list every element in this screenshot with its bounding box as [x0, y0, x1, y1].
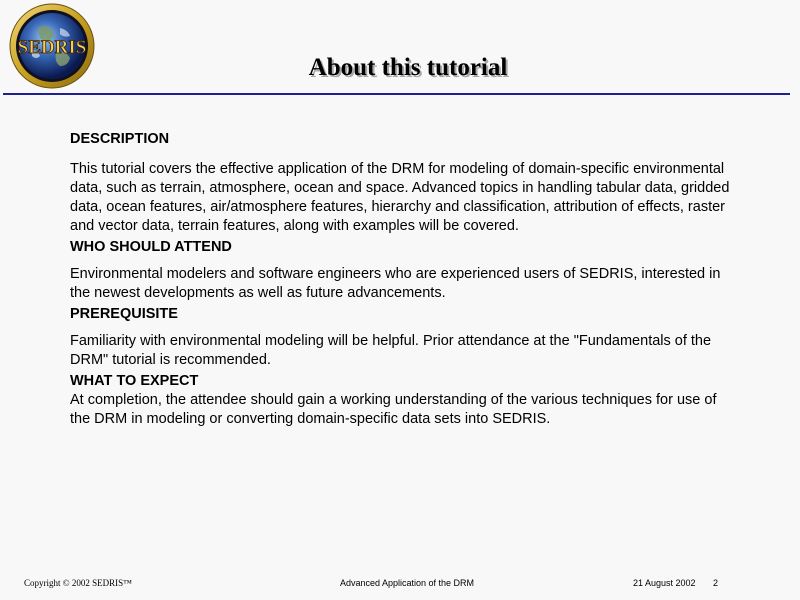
section-body-prerequisite: Familiarity with environmental modeling will be helpful. Prior attendance at the "Fundamentals of the DRM" tutorial is recommended. — [70, 333, 712, 368]
title-divider — [3, 93, 790, 95]
section-body-what-to-expect: At completion, the attendee should gain a working understanding of the various techniques for use of the DRM in modeling or converting domain-specific data sets into SEDRIS. — [70, 392, 717, 427]
footer-presentation-title: Advanced Application of the DRM — [339, 578, 475, 588]
footer-page-number: 2 — [713, 578, 719, 588]
section-body-description: This tutorial covers the effective application of the DRM for modeling of domain-specific environmental data, such as terrain, atmosphere, ocean and space. Advanced topics in handling tabular data, gridded data, ocean features, air/atmosphere features, hierarchy and classification, attribution of effects, raster and vector data, terrain features, along with examples will be covered. — [70, 161, 730, 234]
content-area — [70, 130, 730, 429]
section-heading-what-to-expect: WHAT TO EXPECT — [70, 373, 199, 389]
section-heading-who-should-attend: WHO SHOULD ATTEND — [70, 239, 232, 255]
slide-title: About this tutorial — [308, 54, 508, 81]
footer-copyright: Copyright © 2002 SEDRIS™ — [24, 578, 132, 588]
svg-text:SEDRIS: SEDRIS — [17, 37, 87, 58]
footer-date: 21 August 2002 — [633, 578, 696, 588]
section-body-who-should-attend: Environmental modelers and software engineers who are experienced users of SEDRIS, interested in the newest developments as well as future advancements. — [70, 266, 721, 301]
section-heading-prerequisite: PREREQUISITE — [70, 306, 178, 322]
section-heading-description: DESCRIPTION — [70, 131, 170, 147]
